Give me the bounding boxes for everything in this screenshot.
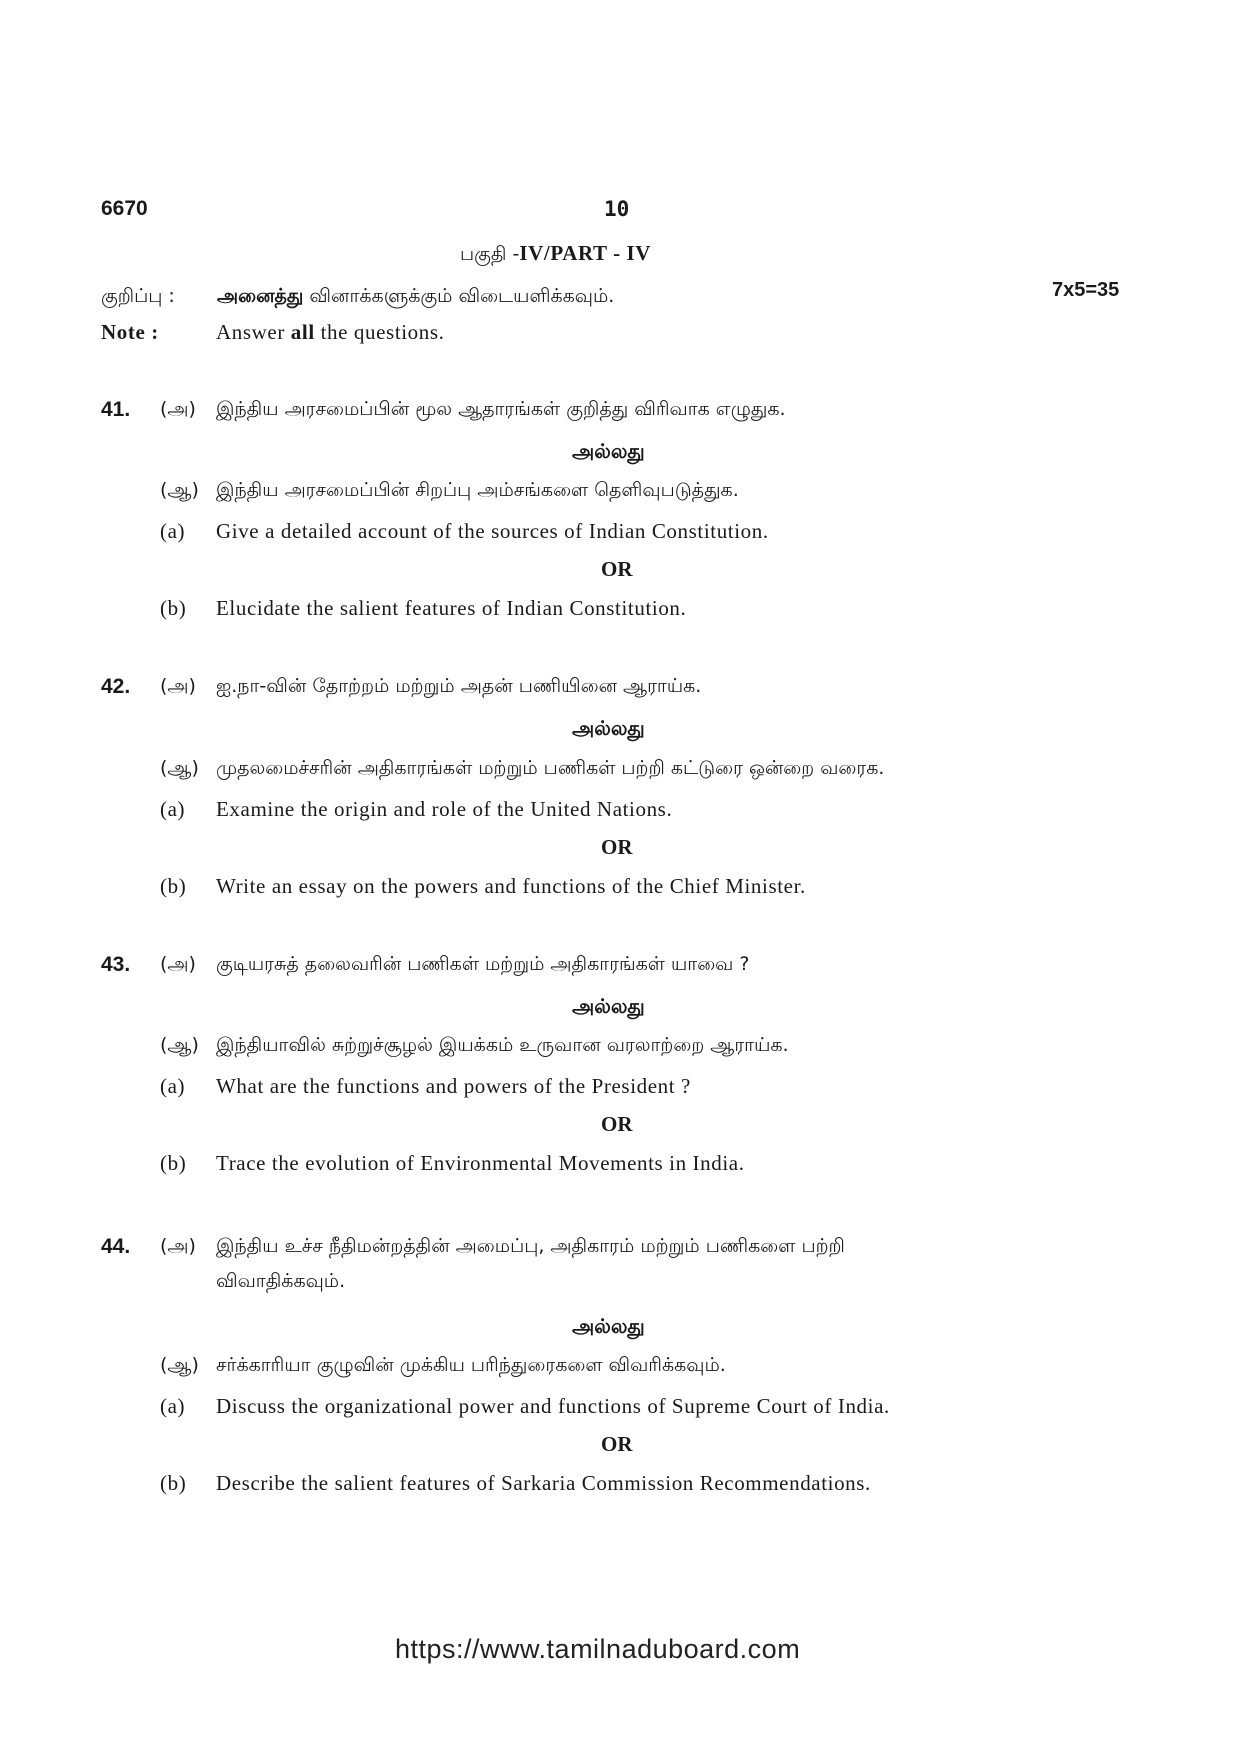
option-marker-tamil-a: (அ) xyxy=(160,953,196,975)
option-marker-b: (b) xyxy=(160,1151,187,1175)
note-tamil-bold: அனைத்து xyxy=(217,285,304,307)
question-42-a-english: Examine the origin and role of the United Nations. xyxy=(216,797,673,821)
option-marker-a: (a) xyxy=(160,1074,186,1098)
or-separator-tamil: அல்லது xyxy=(572,716,645,740)
question-number: 41. xyxy=(101,398,131,421)
option-marker-tamil-a: (அ) xyxy=(160,398,196,420)
question-41-a-english: Give a detailed account of the sources of Indian Constitution. xyxy=(216,519,769,543)
question-44-a-tamil: இந்திய உச்ச நீதிமன்றத்தின் அமைப்பு, அதிகாரம் மற்றும் பணிகளை பற்றி xyxy=(216,1235,845,1257)
note-text-english xyxy=(216,320,445,345)
option-marker-a: (a) xyxy=(160,1394,186,1418)
question-41-b-tamil: இந்திய அரசமைப்பின் சிறப்பு அம்சங்களை தெளிவுபடுத்துக. xyxy=(216,479,739,501)
question-42-a-tamil: ஐ.நா-வின் தோற்றம் மற்றும் அதன் பணியினை ஆராய்க. xyxy=(216,675,702,697)
question-42-b-tamil: முதலமைச்சரின் அதிகாரங்கள் மற்றும் பணிகள் பற்றி கட்டுரை ஒன்றை வரைக. xyxy=(216,757,885,779)
note-english-pre: Answer xyxy=(216,320,291,344)
note-text-tamil xyxy=(217,285,614,310)
footer-url-link[interactable]: https://www.tamilnaduboard.com xyxy=(395,1634,801,1664)
question-43-b-tamil: இந்தியாவில் சுற்றுச்சூழல் இயக்கம் உருவான வரலாற்றை ஆராய்க. xyxy=(216,1034,789,1056)
or-separator-english: OR xyxy=(601,1112,633,1136)
page-number: 10 xyxy=(604,197,630,221)
question-43-b-english: Trace the evolution of Environmental Movements in India. xyxy=(216,1151,745,1175)
question-43-a-tamil: குடியரசுத் தலைவரின் பணிகள் மற்றும் அதிகாரங்கள் யாவை ? xyxy=(216,953,750,975)
note-label-tamil: குறிப்பு : xyxy=(101,285,175,307)
question-42-b-english: Write an essay on the powers and functions of the Chief Minister. xyxy=(216,874,806,898)
note-tamil-rest: வினாக்களுக்கும் விடையளிக்கவும். xyxy=(309,285,615,307)
part-heading xyxy=(460,241,651,268)
or-separator-tamil: அல்லது xyxy=(572,1314,645,1338)
marks-allocation: 7x5=35 xyxy=(1052,279,1120,301)
or-separator-english: OR xyxy=(601,835,633,859)
question-41-a-tamil: இந்திய அரசமைப்பின் மூல ஆதாரங்கள் குறித்து விரிவாக எழுதுக. xyxy=(216,398,786,420)
option-marker-tamil-b: (ஆ) xyxy=(160,1354,199,1376)
question-number: 44. xyxy=(101,1235,131,1258)
or-separator-tamil: அல்லது xyxy=(572,439,645,463)
paper-code: 6670 xyxy=(101,197,148,220)
part-heading-tamil: பகுதி - xyxy=(460,243,520,265)
question-number: 42. xyxy=(101,675,131,698)
option-marker-tamil-b: (ஆ) xyxy=(160,757,199,779)
question-44-a-tamil-continued: விவாதிக்கவும். xyxy=(216,1270,346,1292)
or-separator-english: OR xyxy=(601,1432,633,1456)
question-number: 43. xyxy=(101,953,131,976)
note-label-english: Note : xyxy=(101,320,159,344)
question-41-b-english: Elucidate the salient features of Indian Constitution. xyxy=(216,596,687,620)
question-43-a-english: What are the functions and powers of the President ? xyxy=(216,1074,691,1098)
note-english-bold: all xyxy=(290,320,315,344)
option-marker-b: (b) xyxy=(160,596,187,620)
option-marker-a: (a) xyxy=(160,797,186,821)
part-heading-english: IV/PART - IV xyxy=(519,241,652,265)
option-marker-tamil-b: (ஆ) xyxy=(160,479,199,501)
option-marker-tamil-a: (அ) xyxy=(160,675,196,697)
or-separator-english: OR xyxy=(601,557,633,581)
question-44-b-tamil: சர்க்காரியா குழுவின் முக்கிய பரிந்துரைகளை விவரிக்கவும். xyxy=(216,1354,726,1376)
option-marker-b: (b) xyxy=(160,1471,187,1495)
question-44-b-english: Describe the salient features of Sarkaria Commission Recommendations. xyxy=(216,1471,871,1495)
option-marker-a: (a) xyxy=(160,519,186,543)
option-marker-tamil-a: (அ) xyxy=(160,1235,196,1257)
option-marker-b: (b) xyxy=(160,874,187,898)
option-marker-tamil-b: (ஆ) xyxy=(160,1034,199,1056)
or-separator-tamil: அல்லது xyxy=(572,994,645,1018)
note-english-post: the questions. xyxy=(314,320,445,344)
question-44-a-english: Discuss the organizational power and functions of Supreme Court of India. xyxy=(216,1394,890,1418)
